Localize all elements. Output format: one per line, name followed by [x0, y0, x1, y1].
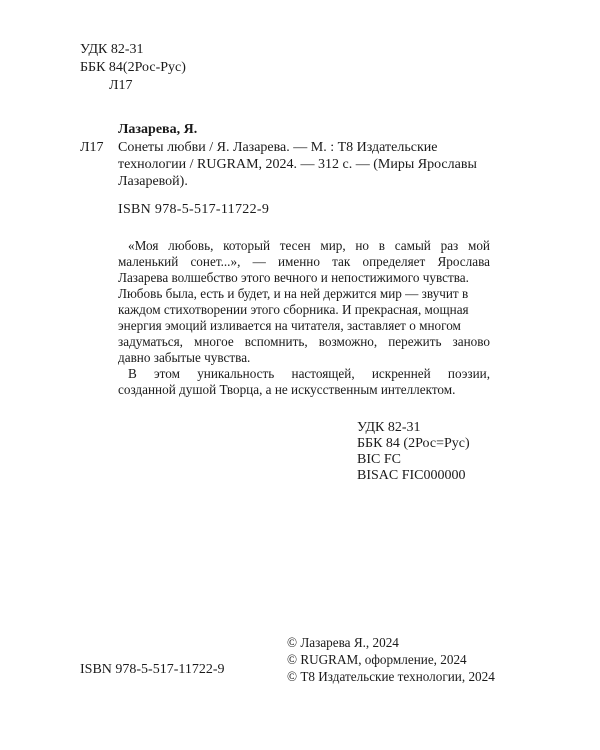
copyright-line: © RUGRAM, оформление, 2024 [287, 652, 467, 667]
record-author: Лазарева, Я. [118, 122, 198, 137]
classification-bisac: BISAC FIC000000 [357, 468, 466, 483]
annotation-line: давно забытые чувства. [118, 350, 251, 365]
annotation-line: В этом уникальность настоящей, искренней поэзии, [128, 366, 490, 381]
annotation-line: задуматься, многое вспомнить, возможно, пережить заново [118, 334, 490, 349]
annotation-line: каждом стихотворении этого сборника. И прекрасная, мощная [118, 302, 469, 317]
record-description-line: Сонеты любви / Я. Лазарева. — М. : Т8 Издательские [118, 140, 438, 155]
annotation-line: «Моя любовь, который тесен мир, но в самый раз мой [128, 238, 490, 253]
annotation-line: энергия эмоций изливается на читателя, заставляет о многом [118, 318, 461, 333]
annotation-line: маленький сонет...», — именно так определяет Ярослава [118, 254, 490, 269]
classification-bbk: ББК 84 (2Рос=Рус) [357, 436, 470, 451]
classification-bic: BIC FC [357, 452, 401, 467]
bbk-top: ББК 84(2Рос-Рус) [80, 60, 186, 75]
record-isbn: ISBN 978-5-517-11722-9 [118, 202, 270, 217]
author-code-top: Л17 [109, 78, 133, 93]
annotation-line: Любовь была, есть и будет, и на ней держится мир — звучит в [118, 286, 469, 301]
record-description-line: Лазаревой). [118, 174, 188, 189]
record-author-code: Л17 [80, 140, 104, 155]
record-description-line: технологии / RUGRAM, 2024. — 312 с. — (Миры Ярославы [118, 157, 477, 172]
udk-top: УДК 82-31 [80, 42, 144, 57]
copyright-line: © Т8 Издательские технологии, 2024 [287, 669, 495, 684]
annotation-line: созданной душой Творца, а не искусственным интеллектом. [118, 382, 456, 397]
copyright-line: © Лазарева Я., 2024 [287, 635, 399, 650]
classification-udk: УДК 82-31 [357, 420, 421, 435]
annotation-line: Лазарева волшебство этого вечного и непостижимого чувства. [118, 270, 469, 285]
isbn-bottom: ISBN 978-5-517-11722-9 [80, 662, 225, 677]
